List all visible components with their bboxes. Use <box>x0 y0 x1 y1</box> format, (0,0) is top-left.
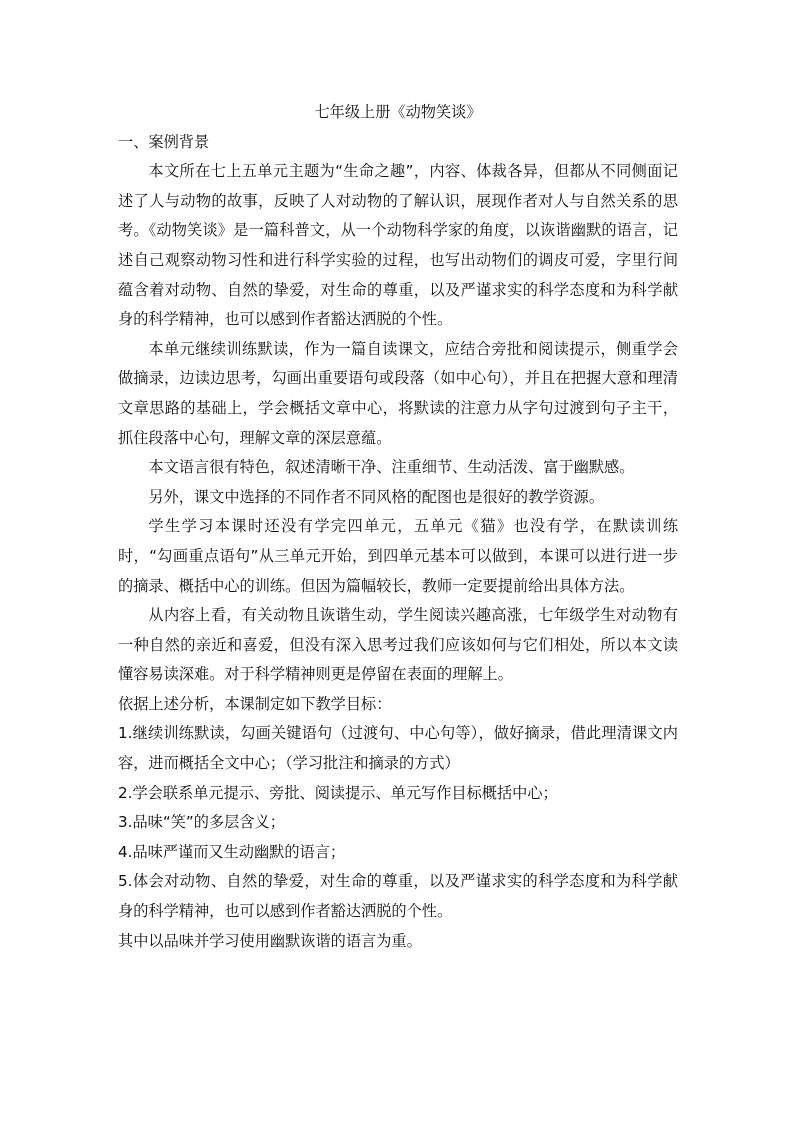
teaching-goal-item: 3.品味“笑”的多层含义； <box>118 813 285 832</box>
paragraph-student-interest: 从内容上看，有关动物且诙谐生动，学生阅读兴趣高涨，七年级学生对动物有一种自然的亲近和喜爱，但没有深入思考过我们应该如何与它们相处，所以本文读懂容易读深难。对于科学精神则更是停留在表面的理解上。 <box>118 606 678 684</box>
paragraph-student-progress: 学生学习本课时还没有学完四单元，五单元《猫》也没有学，在默读训练时，“勾画重点语句”从三单元开始，到四单元基本可以做到，本课可以进行进一步的摘录、概括中心的训练。但因为篇幅较长，教师一定要提前给出具体方法。 <box>118 517 678 595</box>
closing-statement: 其中以品味并学习使用幽默诙谐的语言为重。 <box>118 931 422 950</box>
goals-intro: 依据上述分析，本课制定如下教学目标： <box>118 694 392 713</box>
paragraph-illustrations: 另外，课文中选择的不同作者不同风格的配图也是很好的教学资源。 <box>148 487 605 506</box>
teaching-goals-list <box>118 719 678 926</box>
paragraph-silent-reading: 本单元继续训练默读，作为一篇自读课文，应结合旁批和阅读提示，侧重学会做摘录，边读边思考，勾画出重要语句或段落（如中心句），并且在把握大意和理清文章思路的基础上，学会概括文章中心，将默读的注意力从字句过渡到句子主干，抓住段落中心句，理解文章的深层意蕴。 <box>118 339 678 447</box>
section-heading: 一、案例背景 <box>118 132 210 151</box>
teaching-goal-item: 1.继续训练默读，勾画关键语句（过渡句、中心句等），做好摘录，借此理清课文内容，进而概括全文中心；（学习批注和摘录的方式） <box>118 724 678 773</box>
teaching-goal-item: 5.体会对动物、自然的挚爱，对生命的尊重，以及严谨求实的科学态度和为科学献身的科学精神，也可以感到作者豁达洒脱的个性。 <box>118 872 678 921</box>
paragraph-unit-theme: 本文所在七上五单元主题为“生命之趣”，内容、体裁各异，但都从不同侧面记述了人与动物的故事，反映了人对动物的了解认识，展现作者对人与自然关系的思考。《动物笑谈》是一篇科普文，从一个动物科学家的角度，以诙谐幽默的语言，记述自己观察动物习性和进行科学实验的过程，也写出动物们的调皮可爱，字里行间蕴含着对动物、自然的挚爱，对生命的尊重，以及严谨求实的科学态度和为科学献身的科学精神，也可以感到作者豁达洒脱的个性。 <box>118 162 678 329</box>
document-title: 七年级上册《动物笑谈》 <box>314 103 482 121</box>
paragraph-language-features: 本文语言很有特色，叙述清晰干净、注重细节、生动活泼、富于幽默感。 <box>148 458 635 477</box>
document-body <box>118 98 678 956</box>
teaching-goal-item: 2.学会联系单元提示、旁批、阅读提示、单元写作目标概括中心； <box>118 783 558 802</box>
teaching-goal-item: 4.品味严谨而又生动幽默的语言； <box>118 842 346 861</box>
